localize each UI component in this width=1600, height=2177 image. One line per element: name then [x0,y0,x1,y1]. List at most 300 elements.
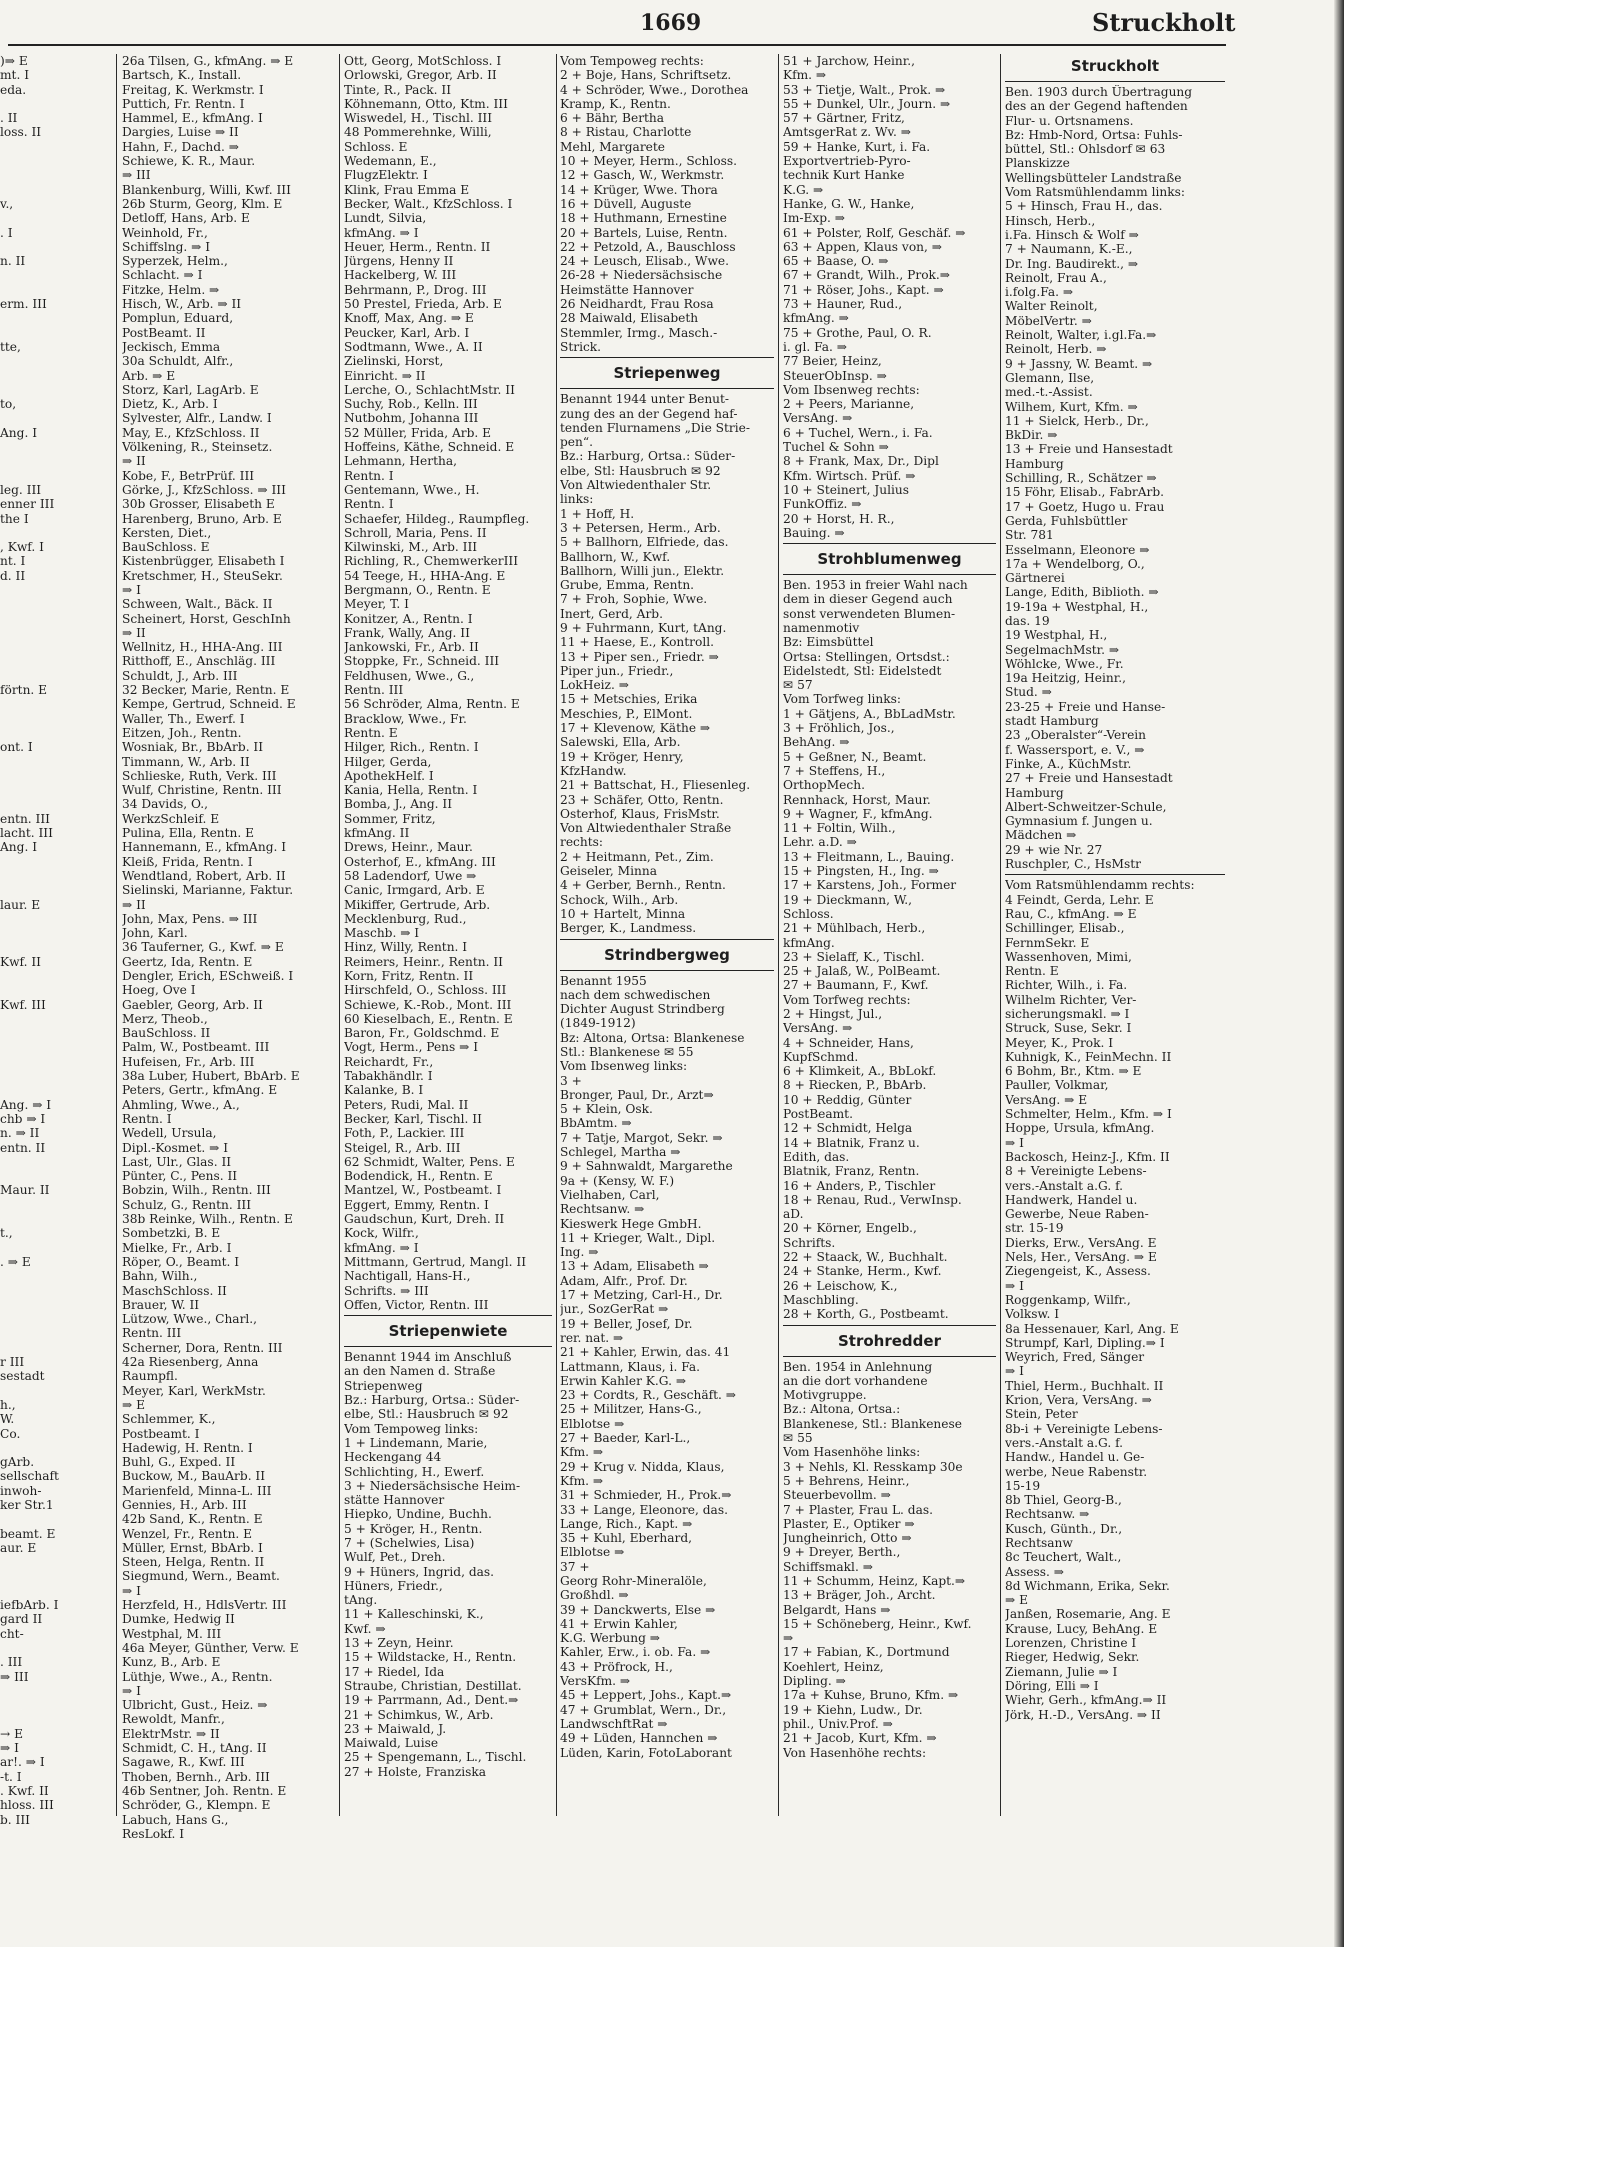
entry-line: 8a Hessenauer, Karl, Ang. E [1005,1321,1179,1336]
entry-line [0,926,100,940]
entry-line: 11 + Sielck, Herb., Dr., [1005,413,1149,428]
section-rule [344,1315,552,1316]
entry-line: Weyrich, Fred, Sänger [1005,1350,1145,1365]
entry-line: Eidelstedt, Stl: Eidelstedt [783,663,942,678]
entry-line: rechts: [560,835,603,850]
entry-line: 26a Tilsen, G., kfmAng. ⇒ E [122,54,294,68]
entry-line: Thiel, Herm., Buchhalt. II [1005,1378,1164,1393]
entry-line: Hoeg, Ove I [122,983,196,998]
entry-line: KfzHandw. [560,763,627,778]
entry-line: 28 + Korth, G., Postbeamt. [783,1307,949,1322]
entry-line: Belgardt, Hans ⇒ [783,1602,891,1617]
strindbergweg-entries [560,974,774,1760]
entry-line: Hadewig, H. Rentn. I [122,1440,253,1455]
column-left-fragment [0,54,100,1827]
entry-line: . I [0,225,13,240]
entry-line: Mecklenburg, Rud., [344,911,467,926]
entry-line [0,1555,100,1569]
entry-line: gard II [0,1612,43,1627]
entry-line: 19-19a + Westphal, H., [1005,599,1149,614]
entry-line: K.G. Werbung ⇒ [560,1631,660,1646]
entry-line: Elblotse ⇒ [560,1416,625,1431]
entry-line: Hackelberg, W. III [344,268,457,283]
entry-line: vers.-Anstalt a.G. f. [1005,1178,1124,1193]
entry-line: Kunz, B., Arb. E [122,1655,221,1670]
entry-line: enner III [0,497,55,512]
entry-line: Jungheinrich, Otto ⇒ [783,1531,912,1546]
entry-line: Klink, Frau Emma E [344,182,470,197]
entry-line: Maschbling. [783,1292,859,1307]
entry-line: Heckengang 44 [344,1450,442,1465]
entry-line: Kwf. ⇒ [344,1621,386,1636]
entry-line: 36 Tauferner, G., Kwf. ⇒ E [122,940,284,955]
entry-line: Rechtsanw. ⇒ [1005,1507,1090,1522]
entry-line: Mikiffer, Gertrude, Arb. [344,897,491,912]
entry-line: SegelmachMstr. ⇒ [1005,642,1120,657]
entry-line [0,354,100,368]
entry-line: 31 + Schmieder, H., Prok.⇒ [560,1488,732,1503]
entry-line: Hisch, W., Arb. ⇒ II [122,297,242,312]
entry-line: Jürgens, Henny II [344,254,454,269]
entry-line: 9 + Dreyer, Berth., [783,1545,901,1560]
entry-line [0,626,100,640]
entry-line: , Kwf. I [0,540,44,555]
entry-line: Vom Tempoweg rechts: [560,54,704,68]
entry-line: 9 + Hüners, Ingrid, das. [344,1564,495,1579]
entry-line: Dietz, K., Arb. I [122,397,218,412]
entry-line: Wosniak, Br., BbArb. II [122,740,264,755]
entry-line: Weinhold, Fr., [122,225,208,240]
entry-line: 7 + (Schelwies, Lisa) [344,1535,475,1550]
entry-line: Janßen, Rosemarie, Ang. E [1005,1607,1171,1622]
entry-line: -t. I [0,1769,22,1784]
entry-line: 61 + Polster, Rolf, Geschäf. ⇒ [783,225,966,240]
entry-line: 5 + Geßner, N., Beamt. [783,749,927,764]
entry-line: 25 + Jalaß, W., PolBeamt. [783,964,941,979]
entry-line: Kfm. Wirtsch. Prüf. ⇒ [783,468,916,483]
entry-line: Rechtsanw [1005,1535,1073,1550]
street-heading-striepenweg: Striepenweg [613,364,721,383]
entry-line: Last, Ulr., Glas. II [122,1154,232,1169]
striepenwiete-entries [344,1350,552,1779]
entry-line: vers.-Anstalt a.G. f. [1005,1435,1124,1450]
entry-line: 59 + Hanke, Kurt, i. Fa. [783,139,931,154]
entry-line: Dargies, Luise ⇒ II [122,125,239,140]
entry-line: Stein, Peter [1005,1407,1078,1422]
entry-line: 19 Westphal, H., [1005,628,1108,643]
entry-line: Einricht. ⇒ II [344,368,426,383]
column-3 [560,54,774,1760]
entry-line: sonst verwendeten Blumen- [783,606,956,621]
entry-line: Maur. II [0,1183,50,1198]
entry-line: Ang. I [0,840,38,855]
entry-line: Kfm. ⇒ [560,1473,604,1488]
entry-line: Vogt, Herm., Pens ⇒ I [344,1040,479,1055]
entry-line: 22 + Petzold, A., Bauschloss [560,239,736,254]
entry-line: Dengler, Erich, ESchweiß. I [122,969,294,983]
entry-line: namenmotiv [783,620,860,635]
section-rule [783,1356,996,1357]
entry-line: Suchy, Rob., Kelln. III [344,397,478,412]
entry-line: phil., Univ.Prof. ⇒ [783,1716,893,1731]
entry-line: Benannt 1944 unter Benut- [560,392,730,407]
entry-line: Kuhnigk, K., FeinMechn. II [1005,1049,1172,1064]
entry-line: inwoh- [0,1483,42,1498]
entry-line: 5 + Kröger, H., Rentn. [344,1521,483,1536]
entry-line: 17 + Riedel, Ida [344,1664,445,1679]
entry-line: BehAng. ⇒ [783,735,850,750]
entry-line: 1 + Lindemann, Marie, [344,1435,488,1450]
entry-line: 4 + Schröder, Wwe., Dorothea [560,82,749,97]
entry-line: Schlemmer, K., [122,1412,216,1427]
entry-line [0,669,100,683]
entry-line: 15 + Metschies, Erika [560,692,698,707]
entry-line: Labuch, Hans G., [122,1812,229,1827]
entry-line: 42a Riesenberg, Anna [122,1355,259,1370]
entry-line: Hirschfeld, O., Schloss. III [344,983,507,998]
entry-line: ⇒ I [122,1583,141,1598]
entry-line: ✉ 55 [783,1431,813,1446]
entry-line: 17 + Klevenow, Käthe ⇒ [560,721,711,736]
entry-line [0,983,100,997]
entry-line: Fitzke, Helm. ⇒ [122,282,220,297]
entry-line: VersAng. ⇒ [783,411,853,426]
entry-line: 17a + Kuhse, Bruno, Kfm. ⇒ [783,1688,959,1703]
entry-line: 38b Reinke, Wilh., Rentn. E [122,1212,293,1227]
entry-line: Steen, Helga, Rentn. II [122,1555,265,1570]
entry-line: (1849-1912) [560,1016,636,1031]
entry-line: Storz, Karl, LagArb. E [122,382,259,397]
entry-line: Detloff, Hans, Arb. E [122,211,250,226]
entry-line: → E [0,1726,23,1741]
entry-line: 26 + Leischow, K., [783,1278,898,1293]
entry-line: Kramp, K., Rentn. [560,96,671,111]
entry-line [0,726,100,740]
entry-line: Kistenbrügger, Elisabeth I [122,554,285,569]
entry-line: Buckow, M., BauArb. II [122,1469,266,1484]
entry-line: 19 + Kröger, Henry, [560,749,684,764]
entry-line: Str. 781 [1005,528,1054,543]
section-rule [560,357,774,358]
entry-line: Esselmann, Eleonore ⇒ [1005,542,1150,557]
entry-line: Mehl, Margarete [560,139,665,154]
entry-line: 50 Prestel, Frieda, Arb. E [344,297,502,312]
entry-line: ⇒ III [122,168,151,183]
entry-line: Inert, Gerd, Arb. [560,606,663,621]
entry-line: Lundt, Silvia, [344,211,427,226]
entry-line: Jörk, H.-D., VersAng. ⇒ II [1005,1707,1161,1722]
entry-line: Krion, Vera, VersAng. ⇒ [1005,1393,1152,1408]
entry-line: med.-t.-Assist. [1005,385,1093,400]
entry-line: Reichardt, Fr., [344,1054,434,1069]
entry-line: erm. III [0,297,47,312]
entry-line: 37 + [560,1559,590,1574]
entry-line: Raumpfl. [122,1369,178,1384]
entry-line: Lüden, Karin, FotoLaborant [560,1745,732,1760]
entry-line [0,240,100,254]
entry-line: 11 + Foltin, Wilh., [783,821,896,836]
entry-line: 6 + Tuchel, Wern., i. Fa. [783,425,933,440]
entry-line: Heimstätte Hannover [560,282,694,297]
entry-line: 75 + Grothe, Paul, O. R. [783,325,932,340]
entry-line: 46b Sentner, Joh. Rentn. E [122,1783,287,1798]
entry-line: i. gl. Fa. ⇒ [783,339,847,354]
column-divider [339,54,340,1816]
entry-line: i.Fa. Hinsch & Wolf ⇒ [1005,227,1139,242]
entry-line [0,283,100,297]
entry-line: 41 + Erwin Kahler, [560,1616,678,1631]
entry-line: 20 + Bartels, Luise, Rentn. [560,225,728,240]
entry-line: Rentn. E [344,725,398,740]
entry-line: Volksw. I [1005,1307,1060,1322]
entry-line [0,1384,100,1398]
entry-line: Roggenkamp, Wilfr., [1005,1292,1131,1307]
entry-line [0,1241,100,1255]
entry-line: 28 Maiwald, Elisabeth [560,311,699,326]
section-rule [344,1346,552,1347]
entry-line: 25 + Militzer, Hans-G., [560,1402,702,1417]
entry-line: 4 + Schneider, Hans, [783,1035,914,1050]
entry-line: an den Namen d. Straße [344,1364,496,1379]
column-divider [556,54,557,1816]
entry-line: Maschb. ⇒ I [344,926,420,941]
entry-line: Salewski, Ella, Arb. [560,735,681,750]
entry-line: iefbArb. I [0,1598,59,1613]
entry-line: leg. III [0,482,42,497]
entry-line: 8d Wichmann, Erika, Sekr. [1005,1578,1170,1593]
entry-line: Canic, Irmgard, Arb. E [344,883,485,898]
entry-line: Kania, Hella, Rentn. I [344,783,478,798]
entry-line: Peters, Rudi, Mal. II [344,1097,469,1112]
section-rule [560,388,774,389]
entry-line: ⇒ [783,1631,794,1646]
entry-line: Hamburg [1005,785,1064,800]
entry-line: Gymnasium f. Jungen u. [1005,814,1153,829]
entry-line: ⇒ E [1005,1593,1028,1608]
entry-line: BkDir. ⇒ [1005,428,1058,443]
entry-line: 7 + Naumann, K.-E., [1005,242,1133,257]
entry-line: Bergmann, O., Rentn. E [344,582,491,597]
entry-line: 26-28 + Niedersächsische [560,268,723,283]
entry-line: . Kwf. II [0,1783,49,1798]
entry-line: Gaebler, Georg, Arb. II [122,997,263,1012]
entry-line [0,1212,100,1226]
entry-line: 23 + Maiwald, J. [344,1721,447,1736]
entry-line [0,1698,100,1712]
entry-line: Ahmling, Wwe., A., [122,1097,240,1112]
entry-line: Foth, P., Lackier. III [344,1126,465,1141]
entry-line: Schmelter, Helm., Kfm. ⇒ I [1005,1107,1172,1122]
entry-line: Dr. Ing. Baudirekt., ⇒ [1005,256,1139,271]
entry-line: Planskizze [1005,156,1070,171]
entry-line: Vom Ibsenweg links: [560,1059,688,1074]
entry-line: Röper, O., Beamt. I [122,1254,240,1269]
entry-line: Hoffeins, Käthe, Schneid. E [344,440,515,455]
entry-line [0,1584,100,1598]
entry-line: 49 + Lüden, Hannchen ⇒ [560,1731,718,1746]
entry-line: Ballhorn, W., Kwf. [560,549,671,564]
street-heading-struckholt: Struckholt [1070,57,1160,75]
entry-line: Puttich, Fr. Rentn. I [122,96,245,111]
entry-line: PostBeamt. II [122,325,206,340]
entry-line: 23-25 + Freie und Hanse- [1005,699,1166,714]
entry-line: 48 Pommerehnke, Willi, [344,125,492,140]
entry-line: 3 + Nehls, Kl. Resskamp 30e [783,1459,963,1474]
entry-line: BauSchloss. E [122,540,210,555]
entry-line [0,855,100,869]
entry-line: . ⇒ E [0,1254,31,1269]
entry-line: 8 + Frank, Max, Dr., Dipl [783,454,939,469]
entry-line: 15 + Schöneberg, Heinr., Kwf. [783,1616,972,1631]
entry-line [0,1155,100,1169]
entry-line: Kock, Wilfr., [344,1226,419,1241]
entry-line: 13 + Adam, Elisabeth ⇒ [560,1259,709,1274]
entry-line: Kempe, Gertrud, Schneid. E [122,697,296,712]
entry-line: Schrifts. [783,1235,836,1250]
entry-line: 46a Meyer, Günther, Verw. E [122,1640,299,1655]
entry-line: Schroll, Maria, Pens. II [344,525,487,540]
column-5 [1005,54,1225,1722]
entry-line: 19 + Parrmann, Ad., Dent.⇒ [344,1693,519,1708]
entry-line: tAng. [344,1593,378,1608]
entry-line: entn. III [0,811,50,826]
entry-line [0,1083,100,1097]
entry-line [0,1069,100,1083]
entry-line: zung des an der Gegend haf- [560,406,738,421]
entry-line: VersAng. ⇒ E [1005,1092,1088,1107]
entry-line: Wilhelm Richter, Ver- [1005,992,1137,1007]
entry-line [0,755,100,769]
entry-line: 65 + Baase, O. ⇒ [783,254,889,269]
entry-line: Dichter August Strindberg [560,1002,725,1017]
entry-line: Peters, Gertr., kfmAng. E [122,1083,278,1098]
entry-line: h., [0,1397,16,1412]
entry-line: ar!. ⇒ I [0,1755,45,1770]
entry-line: tenden Flurnamens „Die Strie- [560,420,750,435]
entry-line: ker Str.1 [0,1497,54,1512]
entry-line: Schlegel, Martha ⇒ [560,1145,681,1160]
entry-line: 15 Föhr, Elisab., FabrArb. [1005,485,1165,500]
entry-line [0,912,100,926]
entry-line: 19a Heitzig, Heinr., [1005,671,1126,686]
entry-line: Kilwinski, M., Arb. III [344,540,478,555]
entry-line: Eitzen, Joh., Rentn. [122,725,242,740]
entry-line: Rieger, Hedwig, Sekr. [1005,1650,1140,1665]
entry-line: 14 + Blatnik, Franz u. [783,1135,920,1150]
entry-line: Schlacht. ⇒ I [122,268,203,283]
entry-line: 29 + Krug v. Nidda, Klaus, [560,1459,725,1474]
entry-line: Rentn. III [344,683,404,698]
entry-line: Bz: Altona, Ortsa: Blankenese [560,1030,745,1045]
entry-line: 60 Kieselbach, E., Rentn. E [344,1011,513,1026]
entry-line: AmtsgerRat z. Wv. ⇒ [783,125,911,140]
entry-line: Westphal, M. III [122,1626,222,1641]
entry-line: Schlieske, Ruth, Verk. III [122,768,277,783]
entry-line: Kfm. ⇒ [783,68,827,83]
struckholt-entries [1005,85,1225,871]
entry-line: Osterhof, Klaus, FrisMstr. [560,806,720,821]
entry-line: Vom Ratsmühlendamm links: [1005,185,1185,200]
entry-line: 26 Neidhardt, Frau Rosa [560,297,714,312]
entry-line: Richter, Wilh., i. Fa. [1005,978,1128,993]
entry-line: sestadt [0,1369,45,1384]
entry-line: Bauing. ⇒ [783,525,845,540]
entry-line: das. 19 [1005,613,1050,628]
entry-line: jur., SozGerRat ⇒ [560,1302,669,1317]
entry-line: FernmSekr. E [1005,935,1090,950]
entry-line: aD. [783,1207,804,1222]
entry-line: Georg Rohr-Mineralöle, [560,1573,707,1588]
entry-line: ⇒ I [122,582,141,597]
entry-line: 6 + Klimkeit, A., BbLokf. [783,1064,937,1079]
entry-line: Ing. ⇒ [560,1245,599,1260]
entry-line: LandwschftRat ⇒ [560,1716,668,1731]
entry-line: 10 + Steinert, Julius [783,482,909,497]
entry-line: d. II [0,568,26,583]
entry-line: 10 + Reddig, Günter [783,1092,912,1107]
entry-line: Jankowski, Fr., Arb. II [344,640,479,655]
entry-line: Lange, Edith, Biblioth. ⇒ [1005,585,1159,600]
page-number: 1669 [640,10,702,36]
strohredder-entries [783,1360,996,1760]
entry-line [0,1312,100,1326]
entry-line: 7 + Steffens, H., [783,763,886,778]
entry-line: MöbelVertr. ⇒ [1005,313,1092,328]
entry-line: KupfSchmd. [783,1049,859,1064]
entry-line: 8 + Riecken, P., BbArb. [783,1078,927,1093]
entry-line: Stoppke, Fr., Schneid. III [344,654,500,669]
entry-line: Rentn. E [1005,964,1059,979]
entry-line: Grube, Emma, Rentn. [560,578,695,593]
entry-line: 5 + Behrens, Heinr., [783,1473,910,1488]
entry-line [0,526,100,540]
entry-line: Richling, R., ChemwerkerIII [344,554,519,569]
entry-line: 27 + Baumann, F., Kwf. [783,978,929,993]
entry-line: Vom Torfweg links: [783,692,902,707]
entry-line [0,383,100,397]
entry-line: Kleiß, Frida, Rentn. I [122,854,253,869]
entry-line: 13 + Freie und Hansestadt [1005,442,1173,457]
entry-line: to, [0,397,17,412]
entry-line: Hiepko, Undine, Buchh. [344,1507,492,1522]
entry-line: 7 + Plaster, Frau L. das. [783,1502,933,1517]
entry-line: 23 + Schäfer, Otto, Rentn. [560,792,724,807]
entry-line: Becker, Karl, Tischl. II [344,1111,482,1126]
entry-line: kfmAng. ⇒ I [344,1240,419,1255]
entry-line: 11 + Haese, E., Kontroll. [560,635,715,650]
entry-line: Syperzek, Helm., [122,254,228,269]
entry-line: Peucker, Karl, Arb. I [344,325,470,340]
entry-line: Ott, Georg, MotSchloss. I [344,54,502,68]
entry-line: Dumke, Hedwig II [122,1612,235,1627]
entry-line: the I [0,511,29,526]
entry-line: John, Karl. [122,926,188,941]
entry-line: Albert-Schweitzer-Schule, [1005,799,1167,814]
entry-line: Kwf. II [0,954,41,969]
entry-line: 16 + Anders, P., Tischler [783,1178,936,1193]
entry-line: Schröder, G., Klempn. E [122,1798,271,1813]
entry-line: Piper jun., Friedr., [560,663,674,678]
column-divider [778,54,779,1816]
entry-line: 45 + Leppert, Johs., Kapt.⇒ [560,1688,732,1703]
entry-line: Lehr. a.D. ⇒ [783,835,857,850]
entry-line: ElektrMstr. ⇒ II [122,1726,220,1741]
entry-line: Kretschmer, H., SteuSekr. [122,568,283,583]
entry-line: str. 15-19 [1005,1221,1064,1236]
entry-line: Ziegengeist, K., Assess. [1005,1264,1151,1279]
entry-line: Ortsa: Stellingen, Ortsdst.: [783,649,950,664]
entry-line: Kersten, Diet., [122,525,212,540]
